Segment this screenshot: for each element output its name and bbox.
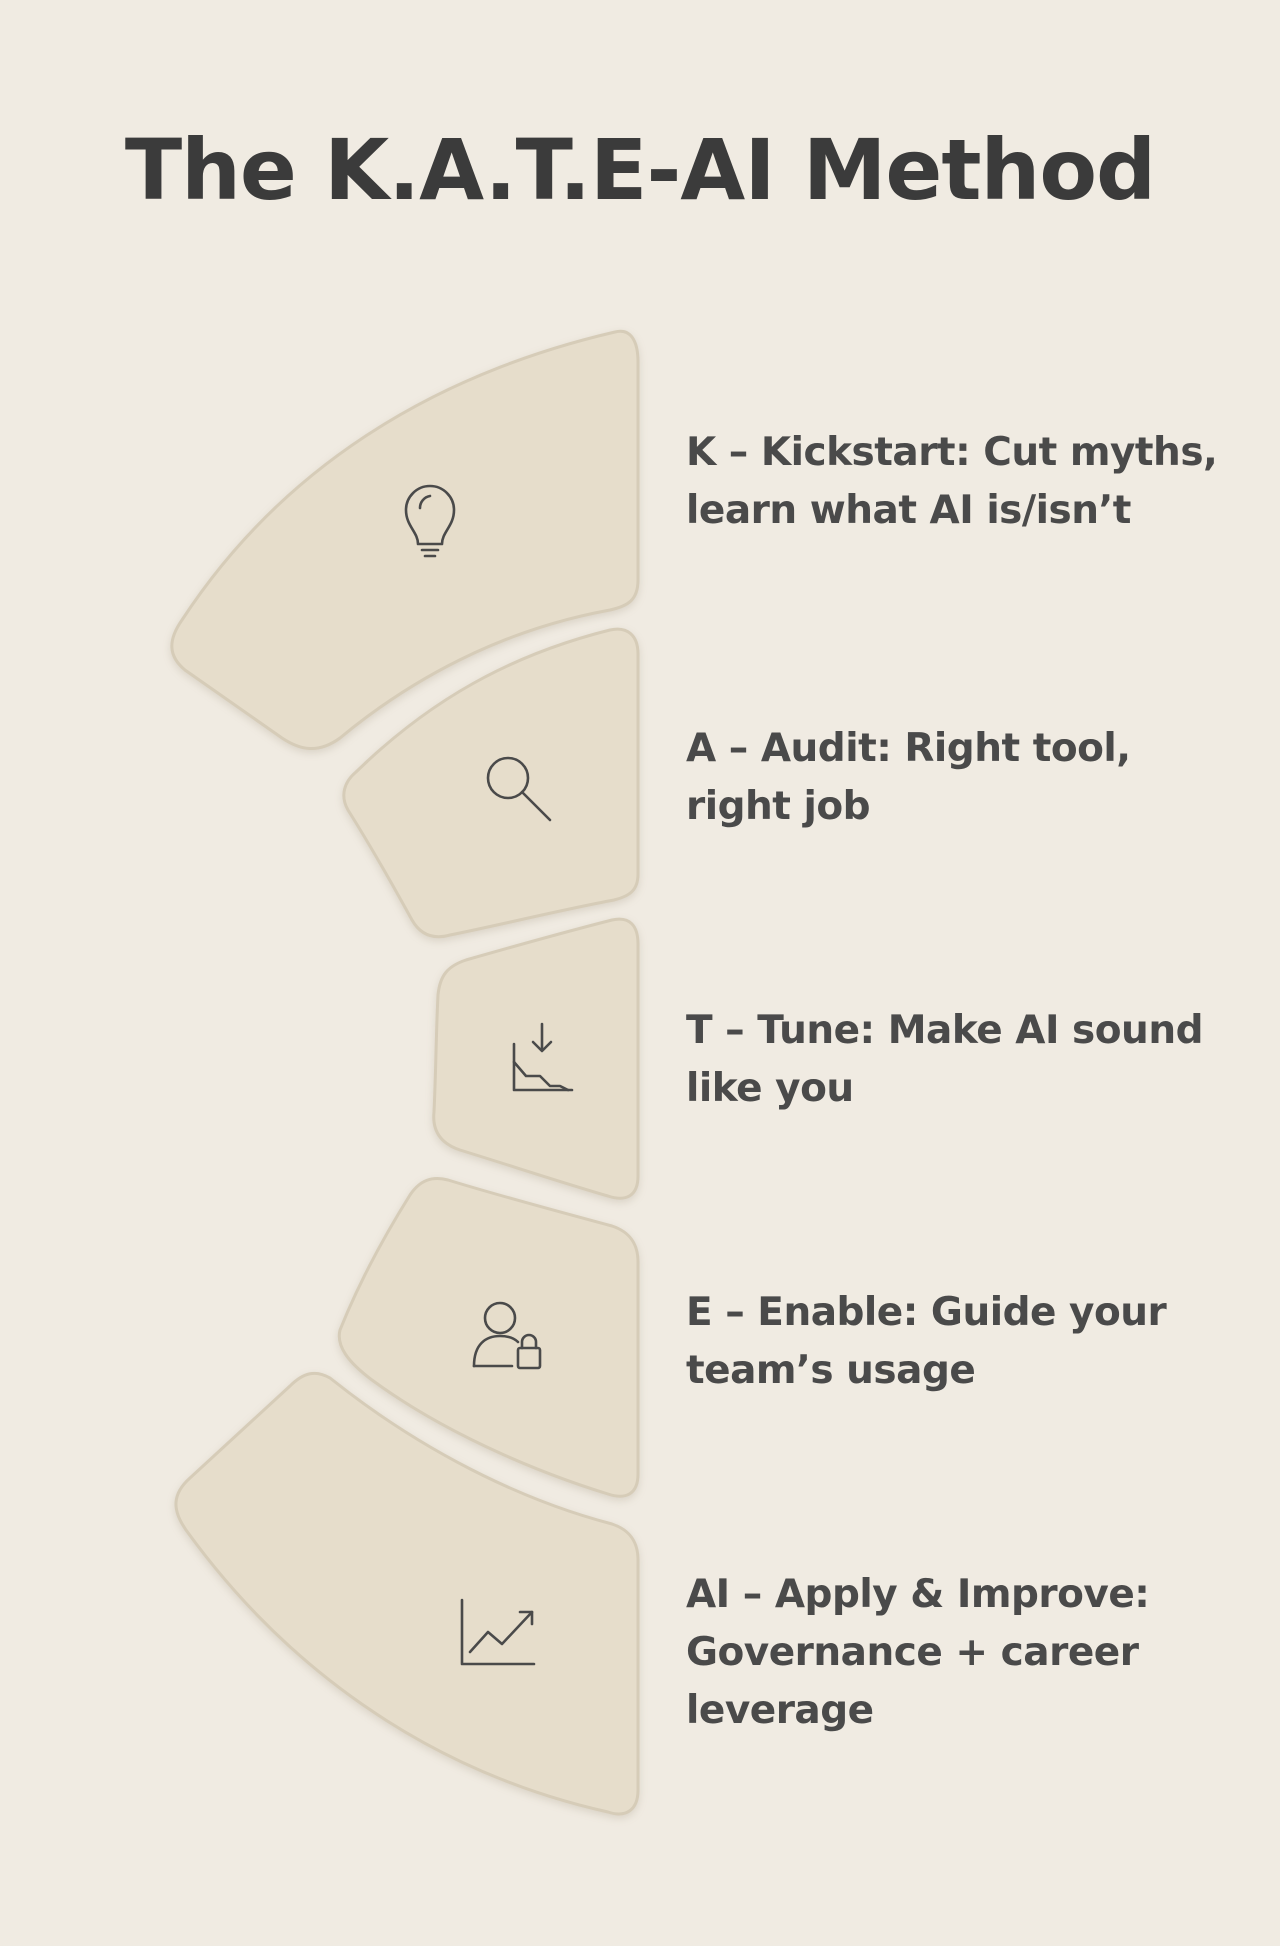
segment-tune [434,919,638,1198]
step-label-audit: A – Audit: Right tool, right job [686,726,1131,829]
step-label-enable: E – Enable: Guide your team’s usage [686,1290,1167,1393]
page-title: The K.A.T.E-AI Method [124,121,1156,219]
step-label-tune: T – Tune: Make AI sound like you [686,1008,1203,1111]
segment-shape-tune [434,919,638,1198]
step-label-apply-improve: AI – Apply & Improve: Governance + career leverage [686,1572,1150,1733]
step-label-kickstart: K – Kickstart: Cut myths, learn what AI is/isn’t [686,430,1218,533]
